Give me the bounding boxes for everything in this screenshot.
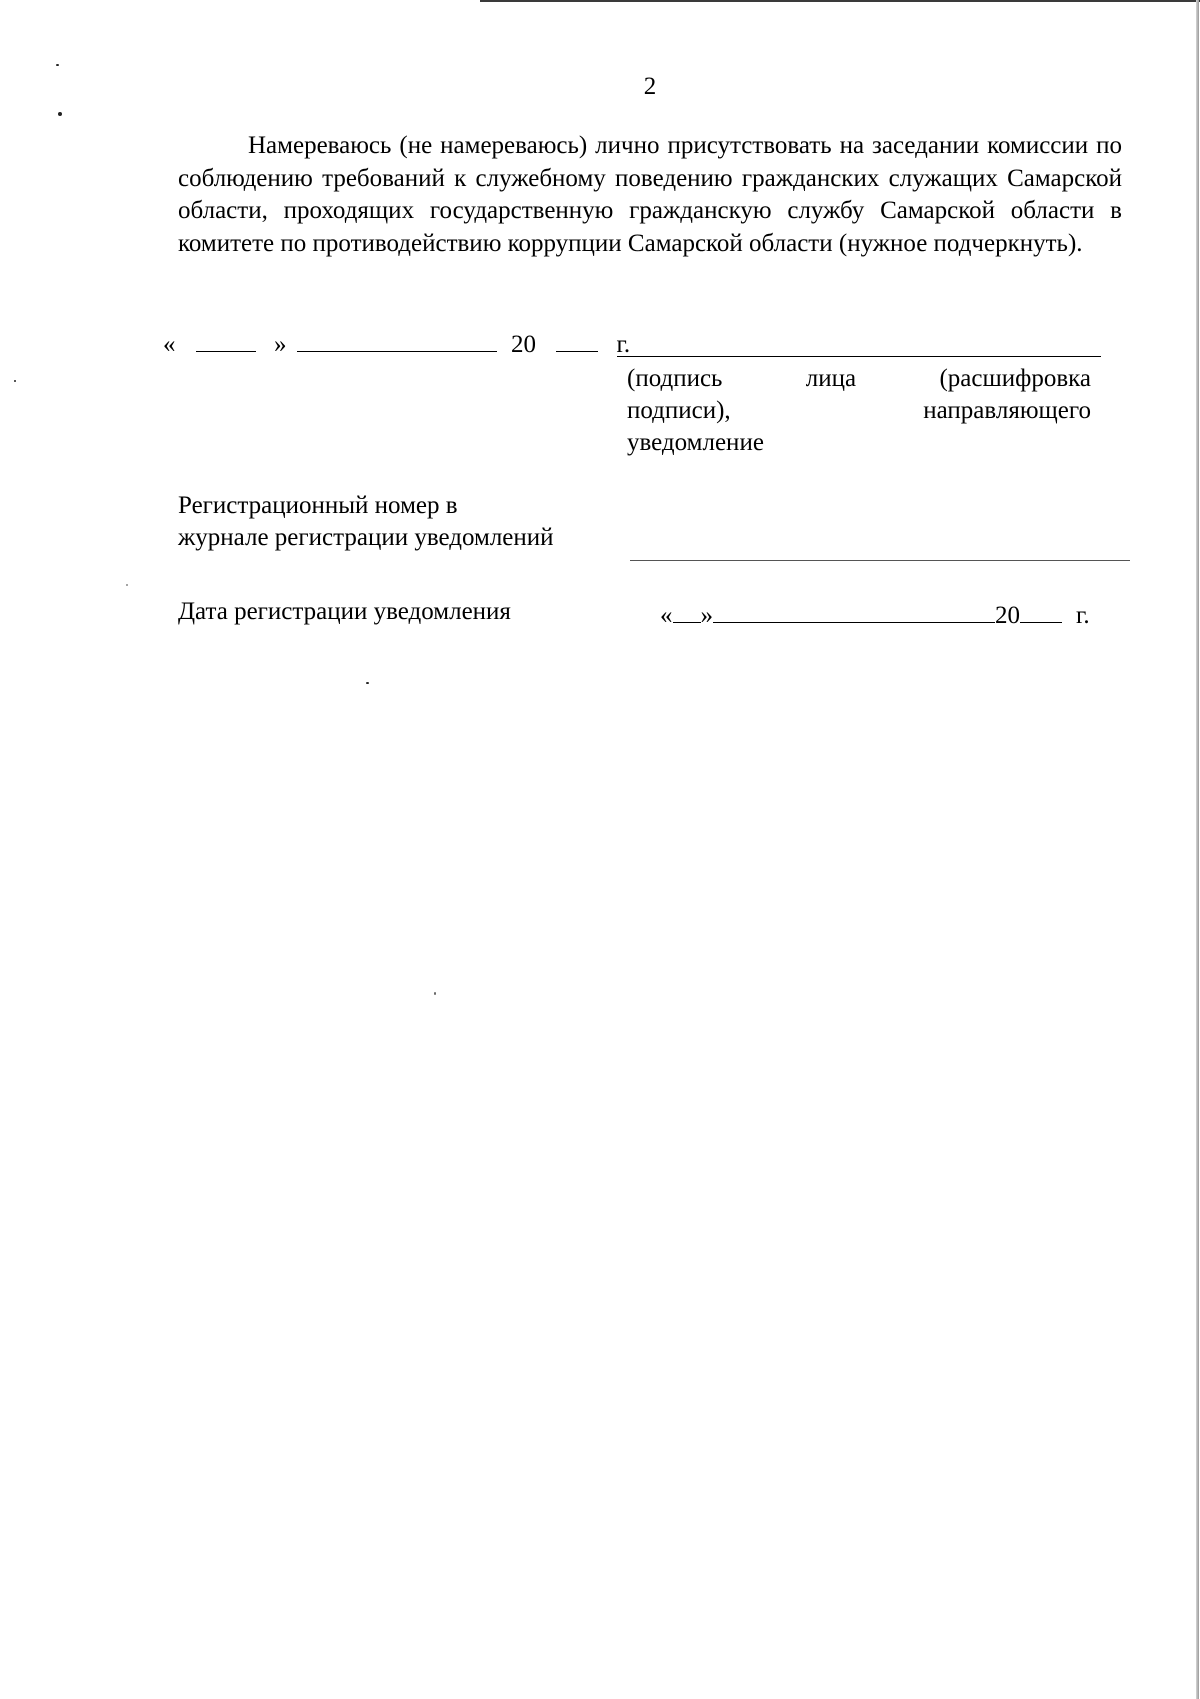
- scan-speck: [58, 112, 62, 116]
- day-blank[interactable]: [196, 325, 256, 352]
- signature-caption-line-1: (подпись лица (расшифровка: [627, 365, 1091, 392]
- registration-number-label-line-1: Регистрационный номер в: [178, 492, 458, 519]
- year-prefix: 20: [511, 331, 536, 358]
- registration-number-line[interactable]: [630, 560, 1130, 561]
- scan-top-edge: [480, 0, 1200, 2]
- reg-year-prefix: 20: [995, 602, 1020, 629]
- reg-day-blank[interactable]: [673, 596, 701, 623]
- reg-date-close-quote: »: [700, 602, 713, 629]
- registration-date-label: Дата регистрации уведомления: [178, 598, 511, 625]
- date-close-quote: »: [274, 331, 287, 358]
- reg-year-blank[interactable]: [1020, 596, 1062, 623]
- signature-caption-line-3: уведомление: [627, 429, 764, 456]
- reg-month-blank[interactable]: [713, 596, 995, 623]
- reg-date-open-quote: «: [660, 602, 673, 629]
- signature-caption-line-2: подписи), направляющего: [627, 397, 1091, 424]
- intent-paragraph: Намереваюсь (не намереваюсь) лично присутствовать на заседании комиссии по соблюдению требований к служебному поведению гражданских служащих Самарской области, проходящих государственную гражданскую службу Самарской области в комитете по противодействию коррупции Самарской области (нужное подчеркнуть).: [178, 132, 1122, 257]
- date-open-quote: «: [163, 331, 176, 358]
- year-blank[interactable]: [556, 325, 598, 352]
- scan-right-edge: [1196, 0, 1199, 1699]
- page-number: 2: [643, 73, 657, 100]
- scan-speck: [56, 64, 59, 66]
- year-suffix: г.: [616, 331, 631, 358]
- scan-speck: [366, 682, 369, 684]
- registration-date-row: [660, 596, 1090, 632]
- reg-year-suffix: г.: [1076, 602, 1090, 629]
- signature-date-row: [163, 325, 630, 361]
- month-blank[interactable]: [297, 325, 497, 352]
- scan-speck: [126, 584, 128, 586]
- signature-line[interactable]: [617, 356, 1101, 357]
- registration-number-label-line-2: журнале регистрации уведомлений: [178, 524, 554, 551]
- registration-number-label: [178, 490, 554, 554]
- scan-speck: [434, 992, 436, 995]
- scan-speck: [14, 380, 16, 382]
